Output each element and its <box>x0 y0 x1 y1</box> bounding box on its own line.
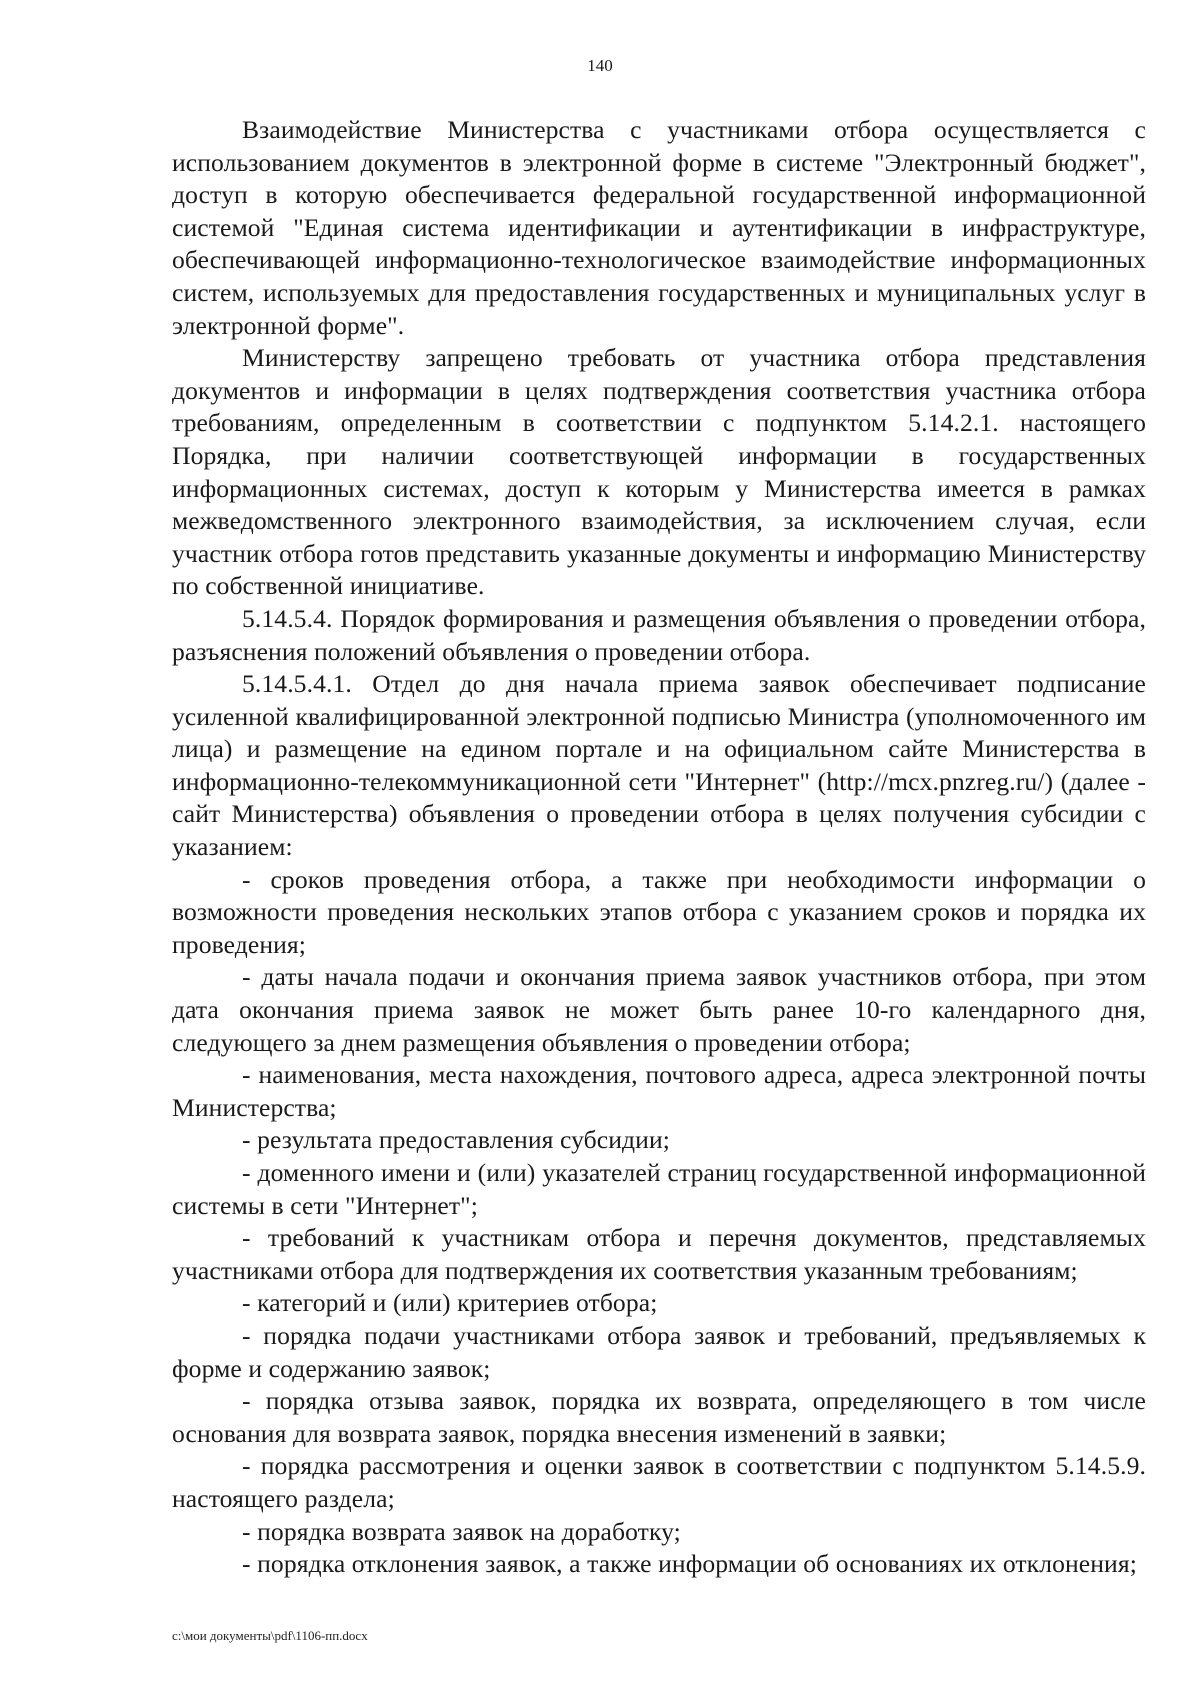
list-item-rejection-procedure: - порядка отклонения заявок, а также информации об основаниях их отклонения; <box>242 1549 1137 1579</box>
paragraph-ministry-prohibition: Министерству запрещено требовать от участника отбора представления документов и информации в целях подтверждения соответствия участника отбора требованиям, определенным в соответствии с подпунктом 5.14.2.1. настоящего Порядка, при наличии соответствующей информации в государственных информационных системах, доступ к которым у Министерства имеется в рамках межведомственного электронного взаимодействия, за исключением случая, если участник отбора готов представить указанные документы и информацию Министерству по собственной инициативе. <box>172 343 1146 601</box>
list-item-application-dates: - даты начала подачи и окончания приема заявок участников отбора, при этом дата окончания приема заявок не может быть ранее 10-го календарного дня, следующего за днем размещения объявления о проведении отбора; <box>172 962 1146 1057</box>
paragraph-interaction-electronic-budget: Взаимодействие Министерства с участниками отбора осуществляется с использованием документов в электронной форме в системе "Электронный бюджет", доступ в которую обеспечивается федеральной государственной информационной системой "Единая система идентификации и аутентификации в инфраструктуре, обеспечивающей информационно-технологическое взаимодействие информационных систем, используемых для предоставления государственных и муниципальных услуг в электронной форме". <box>172 115 1146 340</box>
list-item-participant-requirements: - требований к участникам отбора и перечня документов, представляемых участниками отбора для подтверждения их соответствия указанным требованиям; <box>172 1223 1146 1285</box>
list-item-review-procedure: - порядка рассмотрения и оценки заявок в соответствии с подпунктом 5.14.5.9. настоящего раздела; <box>172 1451 1146 1513</box>
document-body <box>172 114 1146 1581</box>
list-item-selection-terms: - сроков проведения отбора, а также при необходимости информации о возможности проведения нескольких этапов отбора с указанием сроков и порядка их проведения; <box>172 864 1146 959</box>
list-item-withdrawal-procedure: - порядка отзыва заявок, порядка их возврата, определяющего в том числе основания для возврата заявок, порядка внесения изменений в заявки; <box>172 1386 1146 1448</box>
footer-file-path: c:\мои документы\pdf\1106-пп.docx <box>172 1628 368 1643</box>
list-item-ministry-contacts: - наименования, места нахождения, почтового адреса, адреса электронной почты Министерства; <box>172 1060 1146 1122</box>
list-item-domain-name: - доменного имени и (или) указателей страниц государственной информационной системы в сети "Интернет"; <box>172 1158 1146 1220</box>
list-item-submission-procedure: - порядка подачи участниками отбора заявок и требований, предъявляемых к форме и содержанию заявок; <box>172 1320 1146 1383</box>
list-item-selection-criteria: - категорий и (или) критериев отбора; <box>242 1288 658 1318</box>
paragraph-5-14-5-4-1: 5.14.5.4.1. Отдел до дня начала приема заявок обеспечивает подписание усиленной квалифицированной электронной подписью Министра (уполномоченного им лица) и размещение на едином портале и на официальном сайте Министерства в информационно-телекоммуникационной сети "Интернет" (http://mcx.pnzreg.ru/) (далее - сайт Министерства) объявления о проведении отбора в целях получения субсидии с указанием: <box>172 669 1146 862</box>
page-number: 140 <box>587 56 613 75</box>
list-item-subsidy-result: - результата предоставления субсидии; <box>242 1125 670 1155</box>
paragraph-5-14-5-4: 5.14.5.4. Порядок формирования и размещения объявления о проведении отбора, разъяснения положений объявления о проведении отбора. <box>172 603 1146 666</box>
list-item-return-procedure: - порядка возврата заявок на доработку; <box>242 1516 681 1546</box>
